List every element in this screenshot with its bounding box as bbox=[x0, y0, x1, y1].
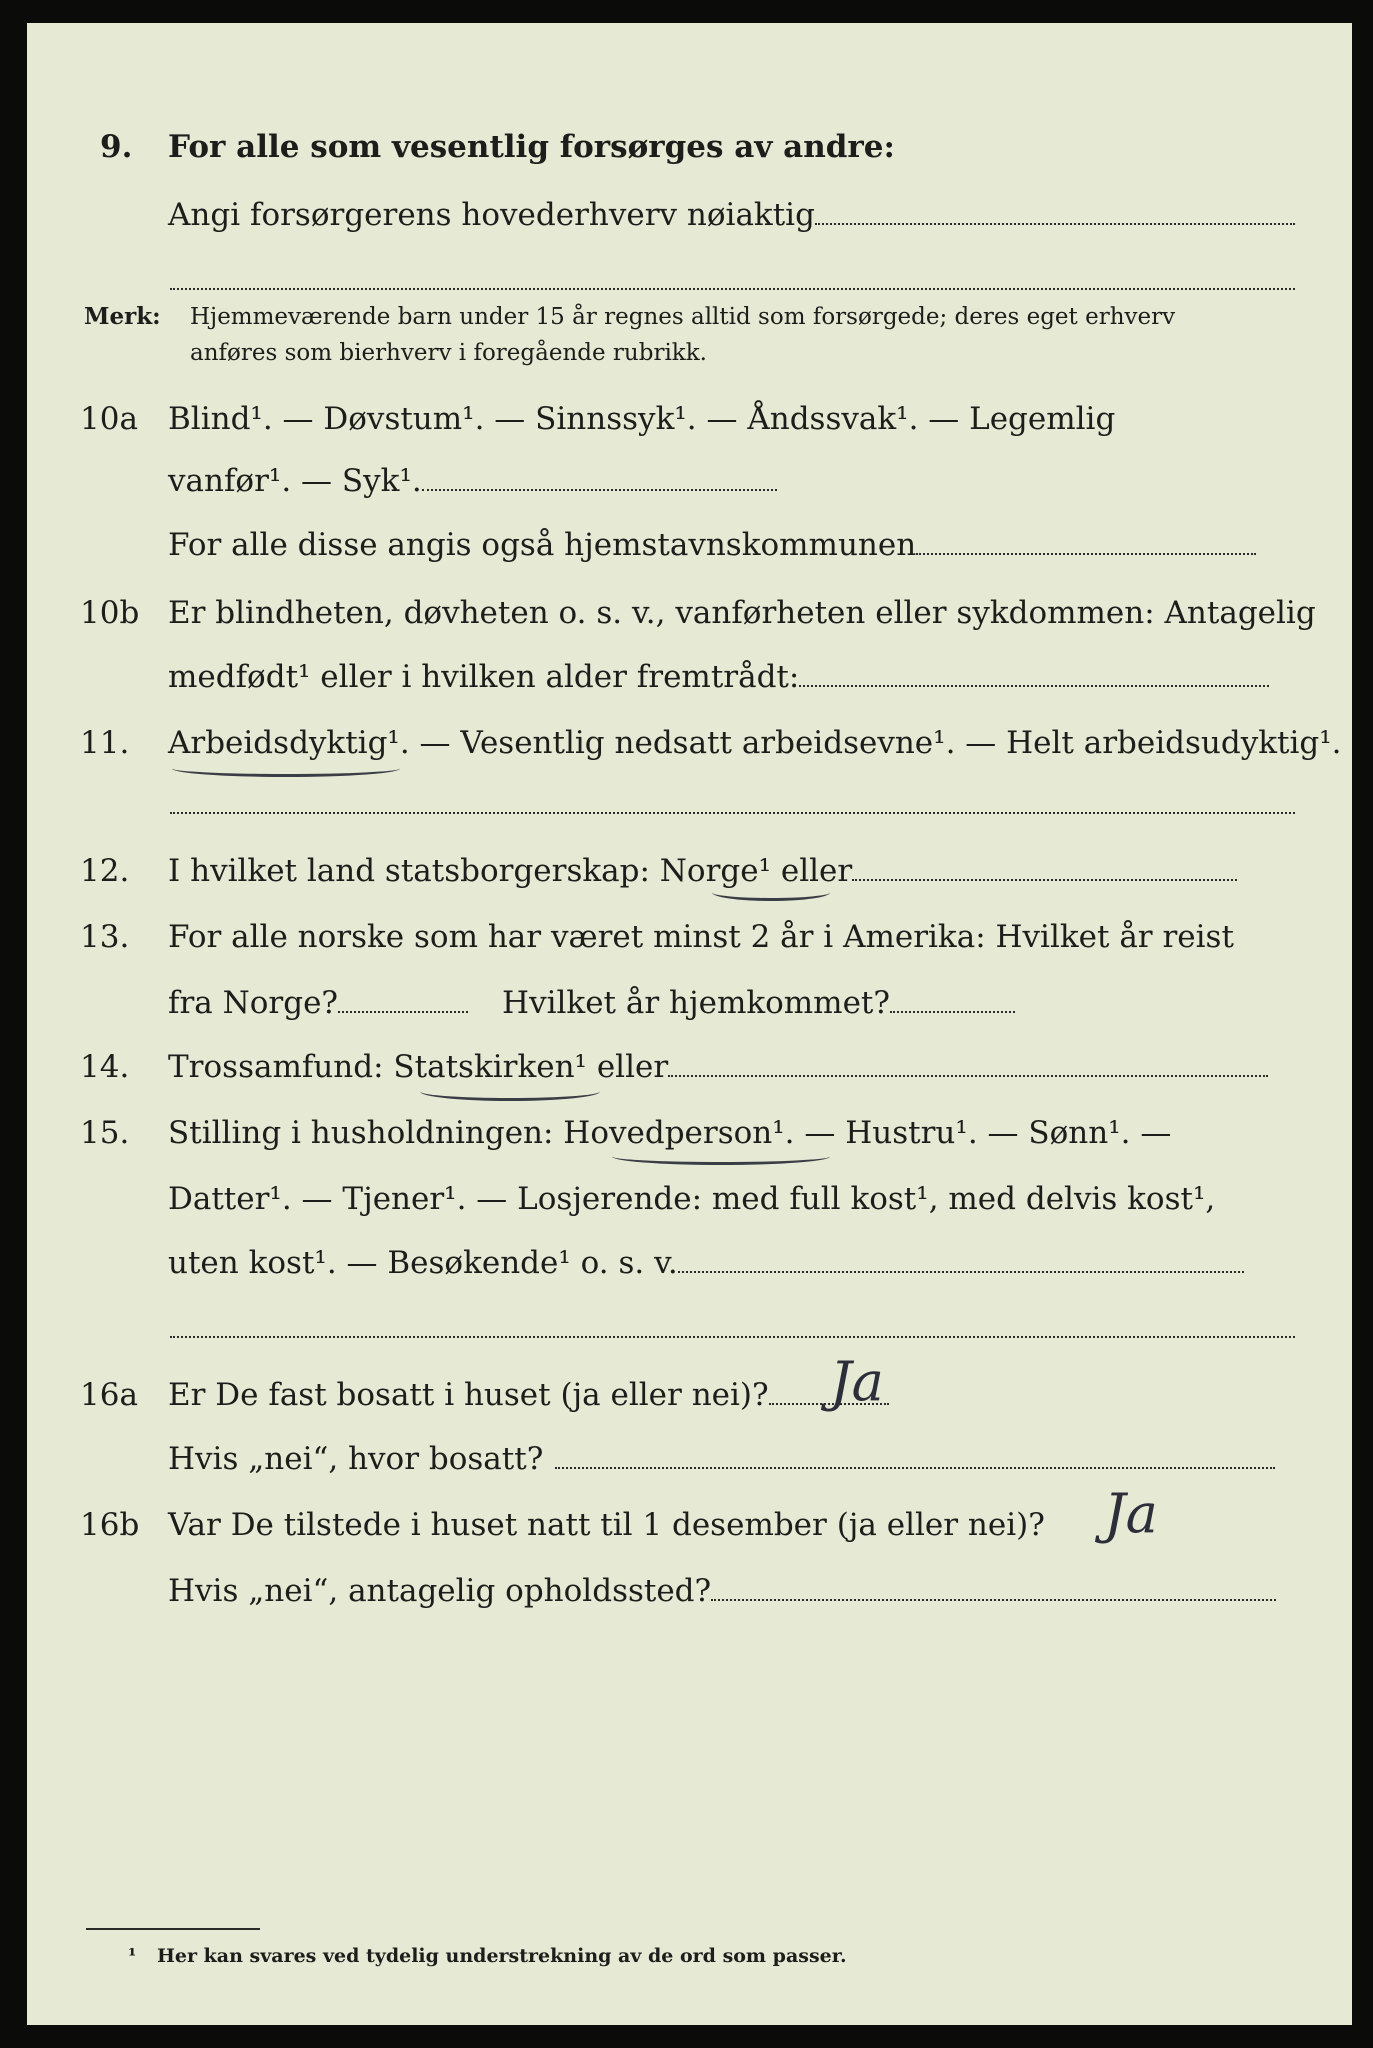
q16b-handwritten-answer: Ja bbox=[1104, 1482, 1158, 1545]
q12-line-1-row bbox=[168, 852, 1237, 890]
q12-line-1: I hvilket land statsborgerskap: Norge¹ eller bbox=[168, 853, 853, 889]
q10a-line-2: vanfør¹. — Syk¹. bbox=[168, 463, 422, 499]
merk-line-1: Hjemmeværende barn under 15 år regnes alltid som forsørgede; deres eget erhverv bbox=[190, 304, 1176, 330]
q14-line-1-row bbox=[168, 1048, 1268, 1086]
q12-underline-mark bbox=[712, 884, 830, 901]
q10a-home-municipality-field[interactable] bbox=[916, 527, 1256, 555]
q14-line-1: Trossamfund: Statskirken¹ eller bbox=[168, 1049, 669, 1085]
footnote-mark: ¹ bbox=[128, 1945, 137, 1967]
q9-number: 9. bbox=[100, 129, 133, 165]
q16a-line-1: Er De fast bosatt i huset (ja eller nei)? bbox=[168, 1377, 769, 1413]
q16a-line-2: Hvis „nei“, hvor bosatt? bbox=[168, 1441, 544, 1477]
q10a-line-1: Blind¹. — Døvstum¹. — Sinnssyk¹. — Åndssvak¹. — Legemlig bbox=[168, 401, 1116, 437]
q10b-line-2-row bbox=[168, 658, 1269, 696]
q14-religion-field[interactable] bbox=[668, 1049, 1268, 1077]
q9-title: For alle som vesentlig forsørges av andre: bbox=[168, 129, 895, 165]
q10a-number: 10a bbox=[80, 401, 138, 437]
q15-line-1: Stilling i husholdningen: Hovedperson¹. — Hustru¹. — Sønn¹. — bbox=[168, 1115, 1172, 1151]
q13-returned-label: Hvilket år hjemkommet? bbox=[502, 985, 891, 1021]
q13-left-label: fra Norge? bbox=[168, 985, 339, 1021]
q13-line-1: For alle norske som har været minst 2 år i Amerika: Hvilket år reist bbox=[168, 919, 1234, 955]
q16a-handwritten-answer: Ja bbox=[830, 1350, 884, 1413]
footnote bbox=[128, 1944, 847, 1968]
merk-label: Merk: bbox=[84, 303, 161, 330]
q10b-number: 10b bbox=[80, 595, 140, 631]
footnote-rule bbox=[86, 1928, 260, 1930]
q11-number: 11. bbox=[80, 725, 130, 761]
q14-number: 14. bbox=[80, 1049, 130, 1085]
q16b-line-2: Hvis „nei“, antagelig opholdssted? bbox=[168, 1573, 712, 1609]
q12-country-field[interactable] bbox=[852, 853, 1237, 881]
q16b-whereabouts-field[interactable] bbox=[711, 1573, 1276, 1601]
q16b-line-1: Var De tilstede i huset natt til 1 desember (ja eller nei)? bbox=[168, 1507, 1045, 1543]
q13-left-field[interactable] bbox=[338, 985, 468, 1013]
q12-number: 12. bbox=[80, 853, 130, 889]
q9-extra-field[interactable] bbox=[170, 288, 1295, 290]
q16a-residence-field[interactable] bbox=[555, 1441, 1275, 1469]
q10b-age-field[interactable] bbox=[799, 659, 1269, 687]
q15-extra-field[interactable] bbox=[170, 1336, 1295, 1338]
q15-line-2: Datter¹. — Tjener¹. — Losjerende: med full kost¹, med delvis kost¹, bbox=[168, 1181, 1216, 1217]
q11-underline-mark bbox=[172, 760, 400, 777]
footnote-text: Her kan svares ved tydelig understrekning av de ord som passer. bbox=[156, 1945, 847, 1967]
q10a-illness-field[interactable] bbox=[422, 463, 777, 491]
q9-occupation-row bbox=[168, 196, 1295, 234]
q15-line-3: uten kost¹. — Besøkende¹ o. s. v. bbox=[168, 1245, 678, 1281]
q15-line-3-row bbox=[168, 1244, 1244, 1282]
q16b-number: 16b bbox=[80, 1507, 140, 1543]
q13-number: 13. bbox=[80, 919, 130, 955]
q16b-line-2-row bbox=[168, 1572, 1276, 1610]
q16a-number: 16a bbox=[80, 1377, 138, 1413]
q10a-line-3: For alle disse angis også hjemstavnskommunen bbox=[168, 527, 917, 563]
q15-underline-mark bbox=[612, 1148, 830, 1165]
q9-occupation-label: Angi forsørgerens hovederhverv nøiaktig bbox=[168, 197, 815, 233]
merk-line-2: anføres som bierhverv i foregående rubrikk. bbox=[190, 340, 707, 366]
q16a-line-2-row bbox=[168, 1440, 1275, 1478]
q11-extra-field[interactable] bbox=[170, 812, 1295, 814]
q16a-line-1-row bbox=[168, 1376, 889, 1414]
q10a-line-2-row bbox=[168, 462, 777, 500]
q14-underline-mark bbox=[420, 1082, 600, 1101]
q10b-line-2: medfødt¹ eller i hvilken alder fremtrådt: bbox=[168, 659, 800, 695]
q9-occupation-field[interactable] bbox=[815, 197, 1295, 225]
q15-position-field[interactable] bbox=[678, 1245, 1244, 1273]
q10b-line-1: Er blindheten, døvheten o. s. v., vanførheten eller sykdommen: Antagelig bbox=[168, 595, 1316, 631]
q10a-line-3-row bbox=[168, 526, 1256, 564]
q15-number: 15. bbox=[80, 1115, 130, 1151]
q13-returned-field[interactable] bbox=[890, 985, 1015, 1013]
q13-line-2-row bbox=[168, 984, 1015, 1022]
q11-line-1: Arbeidsdyktig¹. — Vesentlig nedsatt arbeidsevne¹. — Helt arbeidsudyktig¹. bbox=[168, 725, 1342, 761]
